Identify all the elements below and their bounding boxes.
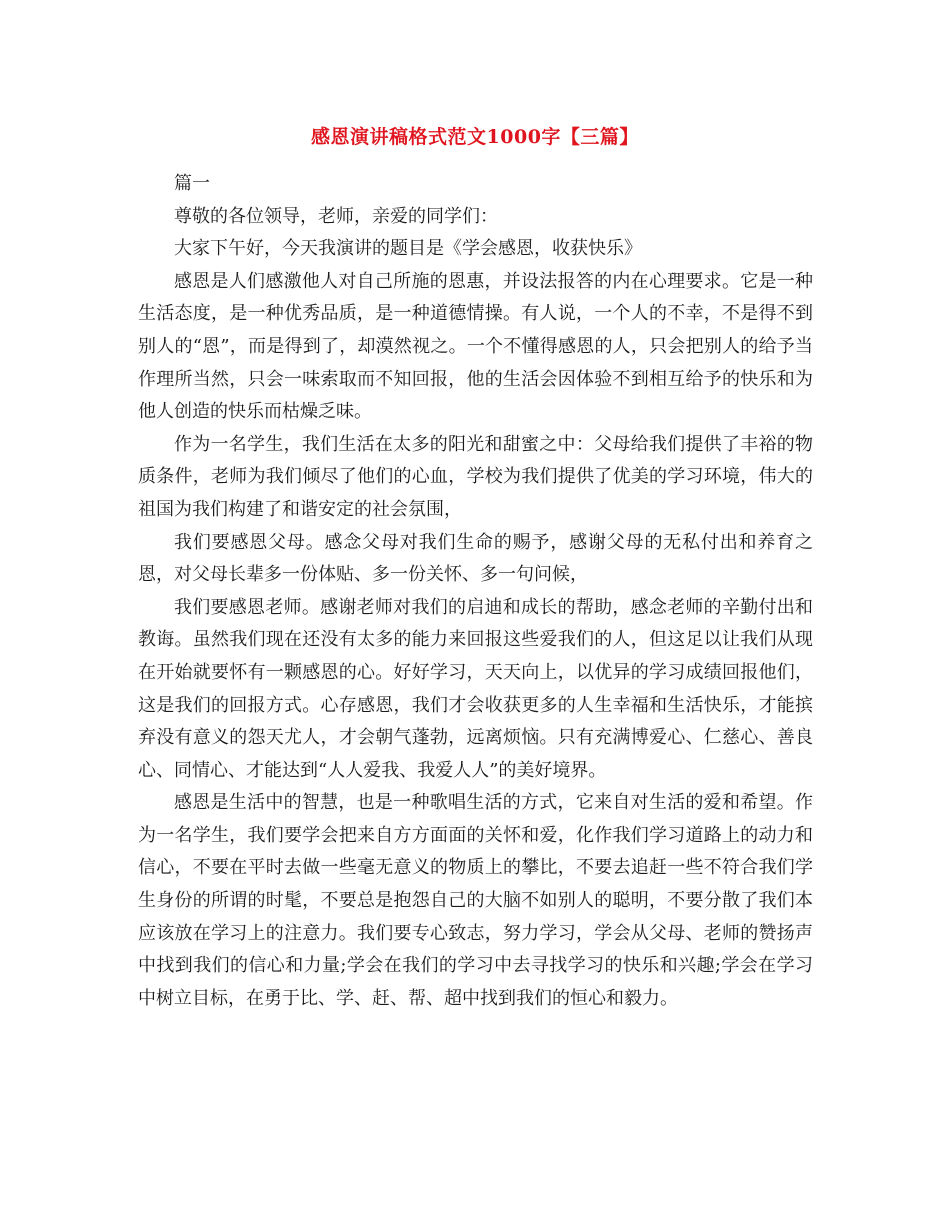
- body-paragraph: 我们要感恩老师。感谢老师对我们的启迪和成长的帮助，感念老师的辛勤付出和教诲。虽然我们现在还没有太多的能力来回报这些爱我们的人，但这足以让我们从现在开始就要怀有一颗感恩的心。好好学习，天天向上，以优异的学习成绩回报他们，这是我们的回报方式。心存感恩，我们才会收获更多的人生幸福和生活快乐，才能摈弃没有意义的怨天尤人，才会朝气蓬勃，远离烦恼。只有充满博爱心、仁慈心、善良心、同情心、才能达到“人人爱我、我爱人人”的美好境界。: [138, 596, 813, 781]
- document-body: [138, 168, 813, 1015]
- body-paragraph: 感恩是生活中的智慧，也是一种歌唱生活的方式，它来自对生活的爱和希望。作为一名学生，我们要学会把来自方方面面的关怀和爱，化作我们学习道路上的动力和信心，不要在平时去做一些毫无意义的物质上的攀比，不要去追赶一些不符合我们学生身份的所谓的时髦，不要总是抱怨自己的大脑不如别人的聪明，不要分散了我们本应该放在学习上的注意力。我们要专心致志，努力学习，学会从父母、老师的赞扬声中找到我们的信心和力量;学会在我们的学习中去寻找学习的快乐和兴趣;学会在学习中树立目标，在勇于比、学、赶、帮、超中找到我们的恒心和毅力。: [138, 792, 813, 1009]
- greeting-paragraph: 大家下午好，今天我演讲的题目是《学会感恩，收获快乐》: [174, 238, 642, 260]
- body-paragraph: 感恩是人们感激他人对自己所施的恩惠，并设法报答的内在心理要求。它是一种生活态度，是一种优秀品质，是一种道德情操。有人说，一个人的不幸，不是得不到别人的“恩”，而是得到了，却漠然视之。一个不懂得感恩的人，只会把别人的给予当作理所当然，只会一味索取而不知回报，他的生活会因体验不到相互给予的快乐和为他人创造的快乐而枯燥乏味。: [138, 270, 813, 423]
- body-paragraph: 我们要感恩父母。感念父母对我们生命的赐予，感谢父母的无私付出和养育之恩，对父母长辈多一份体贴、多一份关怀、多一句问候，: [138, 531, 813, 586]
- section-heading: 篇一: [174, 173, 210, 194]
- body-paragraph: 作为一名学生，我们生活在太多的阳光和甜蜜之中：父母给我们提供了丰裕的物质条件，老师为我们倾尽了他们的心血，学校为我们提供了优美的学习环境，伟大的祖国为我们构建了和谐安定的社会氛围，: [138, 433, 813, 520]
- page-title: 感恩演讲稿格式范文1000字【三篇】: [311, 126, 639, 148]
- salutation: 尊敬的各位领导，老师，亲爱的同学们：: [174, 205, 498, 227]
